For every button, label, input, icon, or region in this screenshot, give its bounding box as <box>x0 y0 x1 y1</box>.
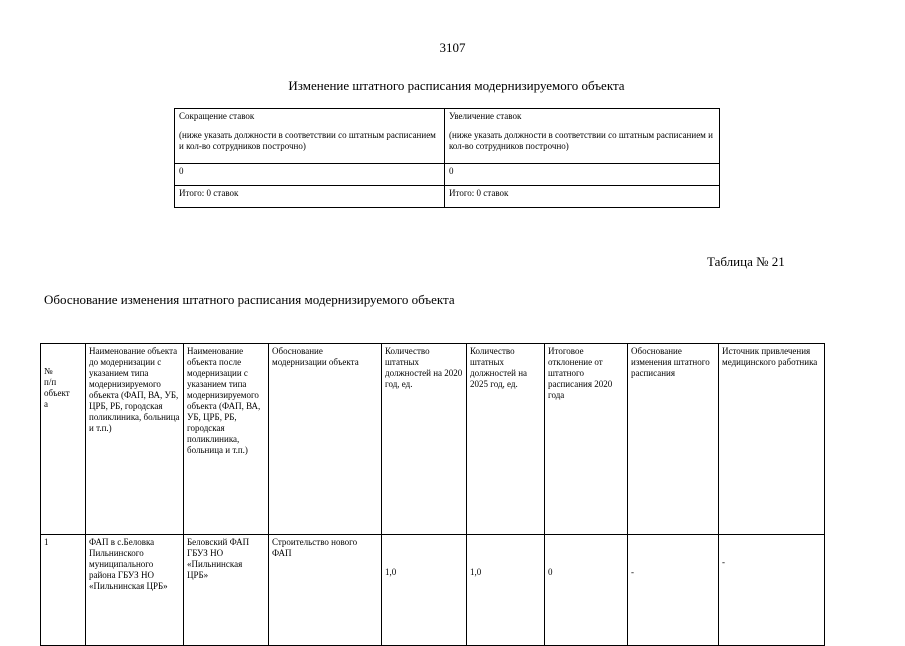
page-number: 3107 <box>439 40 466 55</box>
header-positions-2025: Количество штатных должностей на 2025 год, ед. <box>467 344 545 535</box>
header-worker-source: Источник привлечения медицинского работника <box>719 344 825 535</box>
reduction-header: Сокращение ставок <box>179 111 255 121</box>
table-row <box>41 535 825 646</box>
row-positions-2025: 1,0 <box>467 535 545 646</box>
row-deviation: 0 <box>545 535 628 646</box>
row-positions-2020: 1,0 <box>382 535 467 646</box>
reduction-header-cell <box>175 109 445 164</box>
row-change-reason: - <box>628 535 719 646</box>
row-object-after: Беловский ФАП ГБУЗ НО «Пильнинская ЦРБ» <box>184 535 269 646</box>
header-number: № п/п объект а <box>41 344 86 535</box>
reduction-note: (ниже указать должности в соответствии со штатным расписанием и кол-во сотрудников построчно) <box>179 130 436 151</box>
increase-header: Увеличение ставок <box>449 111 522 121</box>
header-positions-2020: Количество штатных должностей на 2020 год, ед. <box>382 344 467 535</box>
justification-title: Обоснование изменения штатного расписания модернизируемого объекта <box>44 292 455 307</box>
staffing-change-table <box>174 108 720 208</box>
header-deviation: Итоговое отклонение от штатного расписания 2020 года <box>545 344 628 535</box>
row-modernization-reason: Строительство нового ФАП <box>269 535 382 646</box>
increase-value: 0 <box>445 164 720 186</box>
increase-note: (ниже указать должности в соответствии со штатным расписанием и кол-во сотрудников построчно) <box>449 130 713 151</box>
reduction-value: 0 <box>175 164 445 186</box>
row-worker-source: - <box>719 535 825 646</box>
increase-total: Итого: 0 ставок <box>445 186 720 208</box>
justification-table <box>40 343 825 646</box>
table-number: Таблица № 21 <box>707 254 785 269</box>
row-number: 1 <box>41 535 86 646</box>
staffing-change-title: Изменение штатного расписания модернизируемого объекта <box>288 78 625 93</box>
increase-header-cell <box>445 109 720 164</box>
header-change-reason: Обоснование изменения штатного расписания <box>628 344 719 535</box>
reduction-total: Итого: 0 ставок <box>175 186 445 208</box>
header-object-before: Наименование объекта до модернизации с указанием типа модернизируемого объекта (ФАП, ВА, УБ, ЦРБ, РБ, городская поликлиника, больница и т.п.) <box>86 344 184 535</box>
header-row <box>41 344 825 535</box>
header-modernization-reason: Обоснование модернизации объекта <box>269 344 382 535</box>
header-object-after: Наименование объекта после модернизации с указанием типа модернизируемого объекта (ФАП, ВА, УБ, ЦРБ, РБ, городская поликлиника, больница и т.п.) <box>184 344 269 535</box>
row-object-before: ФАП в с.Беловка Пильнинского муниципального района ГБУЗ НО «Пильнинская ЦРБ» <box>86 535 184 646</box>
